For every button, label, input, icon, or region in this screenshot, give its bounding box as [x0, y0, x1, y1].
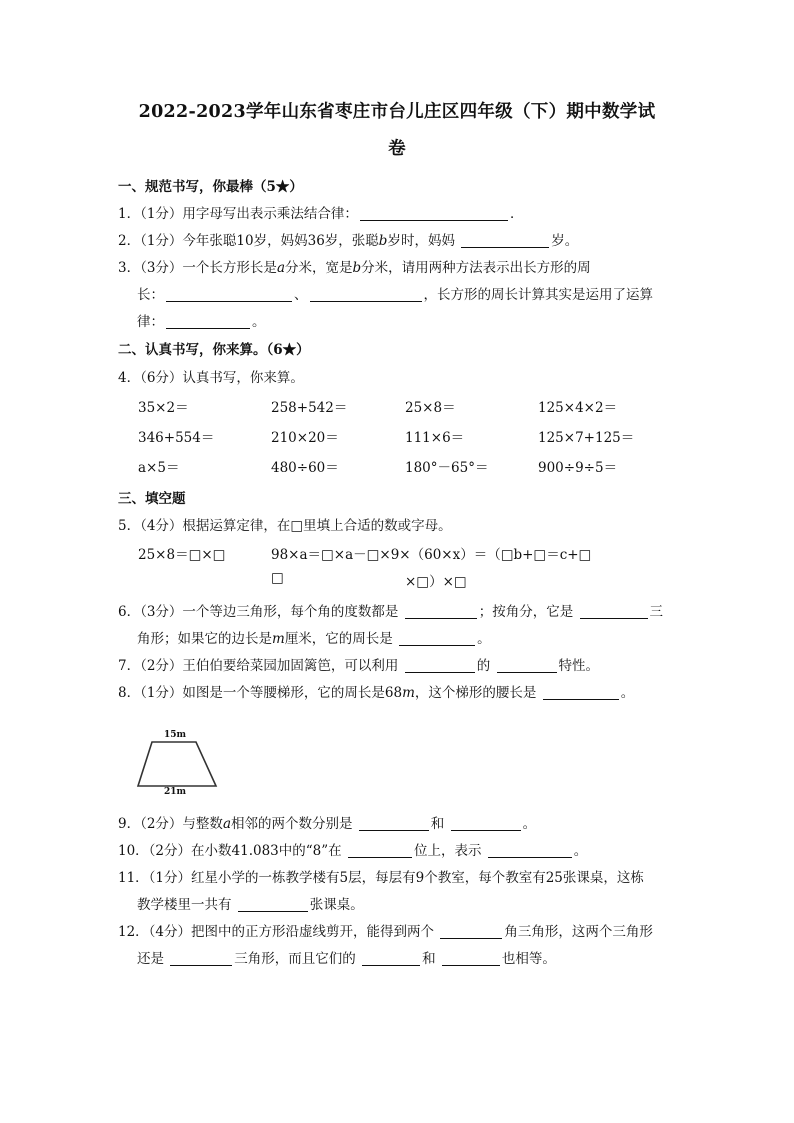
q6-text: 6．（3分）一个等边三角形，每个角的度数都是	[118, 604, 399, 620]
q12-answer-blank-4[interactable]	[442, 951, 500, 966]
q12-end: 也相等。	[501, 951, 556, 967]
calc-item: 125×4×2＝	[538, 400, 618, 416]
calc-item: 111×6＝	[405, 430, 465, 446]
q2-var: b	[378, 233, 388, 249]
q12-answer-blank-3[interactable]	[362, 951, 420, 966]
question-6-line-2	[137, 627, 491, 647]
q2-answer-blank[interactable]	[461, 233, 549, 248]
calc-item: 346+554＝	[138, 430, 215, 446]
q7-answer-blank-2[interactable]	[497, 658, 557, 673]
q10-answer-blank-1[interactable]	[348, 843, 412, 858]
question-2	[118, 229, 578, 249]
q1-end: ．	[509, 206, 524, 222]
page-title: 2022-2023学年山东省枣庄市台儿庄区四年级（下）期中数学试	[138, 102, 656, 122]
q3-text: 3．（3分）一个长方形长是	[118, 260, 277, 276]
question-4: 4．（6分）认真书写，你来算。	[118, 370, 304, 386]
q11-end: 张课桌。	[309, 897, 364, 913]
q12-text-d: 三角形，而且它们的	[234, 951, 356, 967]
trapezoid-figure	[132, 730, 292, 800]
q2-text-b: 岁时，妈妈	[387, 233, 455, 249]
q8-answer-blank[interactable]	[543, 685, 619, 700]
question-1	[118, 202, 523, 222]
question-3	[118, 256, 591, 276]
q12-text-e: 和	[422, 951, 436, 967]
question-3-line-2	[137, 283, 653, 303]
q7-answer-blank-1[interactable]	[405, 658, 475, 673]
q7-text-b: 的	[476, 658, 491, 674]
q10-answer-blank-2[interactable]	[488, 843, 572, 858]
q7-text: 7．（2分）王伯伯要给菜园加固篱笆，可以利用	[118, 658, 399, 674]
q3-var-a: a	[276, 260, 285, 276]
q3-text-b: 分米，宽是	[285, 260, 353, 276]
q6-text-c: 三	[649, 604, 664, 620]
q8-text-b: ，这个梯形的腰长是	[414, 685, 537, 701]
question-11-line-2	[137, 893, 364, 913]
calc-item: 210×20＝	[271, 430, 339, 446]
question-12-line-2	[137, 947, 556, 967]
section-2-heading: 二、认真书写，你来算。（6★）	[118, 342, 310, 358]
q9-var: a	[222, 816, 231, 832]
q5-calc-2-box: □	[271, 570, 284, 586]
q3-text-c: 分米，请用两种方法表示出长方形的周	[361, 260, 591, 276]
q5-calc-1: 25×8＝□×□	[138, 547, 226, 563]
q9-end: 。	[522, 816, 537, 832]
q6-text-b: ；按角分，它是	[478, 604, 574, 620]
q6-var: m	[272, 631, 285, 647]
q10-end: 。	[573, 843, 588, 859]
question-8	[118, 681, 634, 701]
q10-text-b: 位上，表示	[413, 843, 482, 859]
calc-item: 35×2＝	[138, 400, 189, 416]
q2-end: 岁。	[551, 233, 579, 249]
question-9	[118, 812, 536, 832]
q11-text-b: 教学楼里一共有	[137, 897, 232, 913]
q9-answer-blank-2[interactable]	[451, 816, 521, 831]
q11-answer-blank[interactable]	[238, 897, 308, 912]
calc-item: 25×8＝	[405, 400, 456, 416]
q6-answer-blank-1[interactable]	[405, 604, 477, 619]
question-6	[118, 600, 663, 620]
q12-answer-blank-2[interactable]	[170, 951, 232, 966]
q1-text: 1．（1分）用字母写出表示乘法结合律：	[118, 206, 358, 222]
q3-answer-blank-1[interactable]	[166, 287, 292, 302]
q12-answer-blank-1[interactable]	[440, 924, 502, 939]
trapezoid-bottom-label: 21m	[164, 787, 187, 797]
trapezoid-shape	[132, 730, 292, 800]
calc-item: 125×7+125＝	[538, 430, 635, 446]
q12-text-c: 还是	[137, 951, 164, 967]
question-5: 5．（4分）根据运算定律，在□里填上合适的数或字母。	[118, 518, 452, 534]
q3-answer-blank-2[interactable]	[310, 287, 422, 302]
calc-item: 480÷60＝	[271, 460, 339, 476]
calc-item: a×5＝	[138, 460, 180, 476]
q3-sep: 、	[294, 287, 308, 303]
q9-text: 9．（2分）与整数	[118, 816, 223, 832]
q6-text-d: 角形；如果它的边长是	[137, 631, 272, 647]
q5-calc-2: 98×a＝□×a－□×9×（60×x）＝（□b+□＝c+□	[271, 547, 592, 563]
page-title-continued: 卷	[388, 139, 406, 159]
trapezoid-top-label: 15m	[164, 730, 187, 740]
q9-answer-blank-1[interactable]	[359, 816, 429, 831]
q3-end: 。	[252, 314, 266, 330]
q8-var: m	[402, 685, 415, 701]
question-12	[118, 920, 653, 940]
q12-text: 12．（4分）把图中的正方形沿虚线剪开，能得到两个	[118, 924, 435, 940]
q8-end: 。	[620, 685, 635, 701]
q8-text: 8．（1分）如图是一个等腰梯形，它的周长是68	[118, 685, 403, 701]
question-10	[118, 839, 587, 859]
question-3-line-3	[137, 310, 266, 330]
q1-answer-blank[interactable]	[360, 206, 508, 221]
q7-end: 特性。	[558, 658, 600, 674]
q6-end: 。	[477, 631, 491, 647]
section-1-heading: 一、规范书写，你最棒（5★）	[118, 179, 303, 195]
calc-item: 258+542＝	[271, 400, 348, 416]
q6-answer-blank-2[interactable]	[580, 604, 648, 619]
q12-text-b: 角三角形，这两个三角形	[504, 924, 653, 940]
calc-item: 180°－65°＝	[405, 460, 489, 476]
q9-text-c: 和	[430, 816, 445, 832]
q10-text: 10．（2分）在小数41.083中的“8”在	[118, 843, 342, 859]
q9-text-b: 相邻的两个数分别是	[231, 816, 353, 832]
calc-item: 900÷9÷5＝	[538, 460, 618, 476]
q3-var-b: b	[352, 260, 362, 276]
q3-text-f: ，长方形的周长计算其实是运用了运算	[423, 287, 653, 303]
q6-answer-blank-3[interactable]	[399, 631, 475, 646]
q3-answer-blank-3[interactable]	[166, 314, 250, 329]
section-3-heading: 三、填空题	[118, 491, 186, 507]
question-11: 11．（1分）红星小学的一栋教学楼有5层，每层有9个教室，每个教室有25张课桌，这栋	[118, 870, 644, 886]
q2-text: 2．（1分）今年张聪10岁，妈妈36岁，张聪	[118, 233, 379, 249]
q6-text-e: 厘米，它的周长是	[284, 631, 393, 647]
q5-calc-2-end: ×□）×□	[405, 574, 467, 590]
question-7	[118, 654, 599, 674]
q3-text-d: 长：	[137, 287, 164, 303]
q3-text-g: 律：	[137, 314, 164, 330]
